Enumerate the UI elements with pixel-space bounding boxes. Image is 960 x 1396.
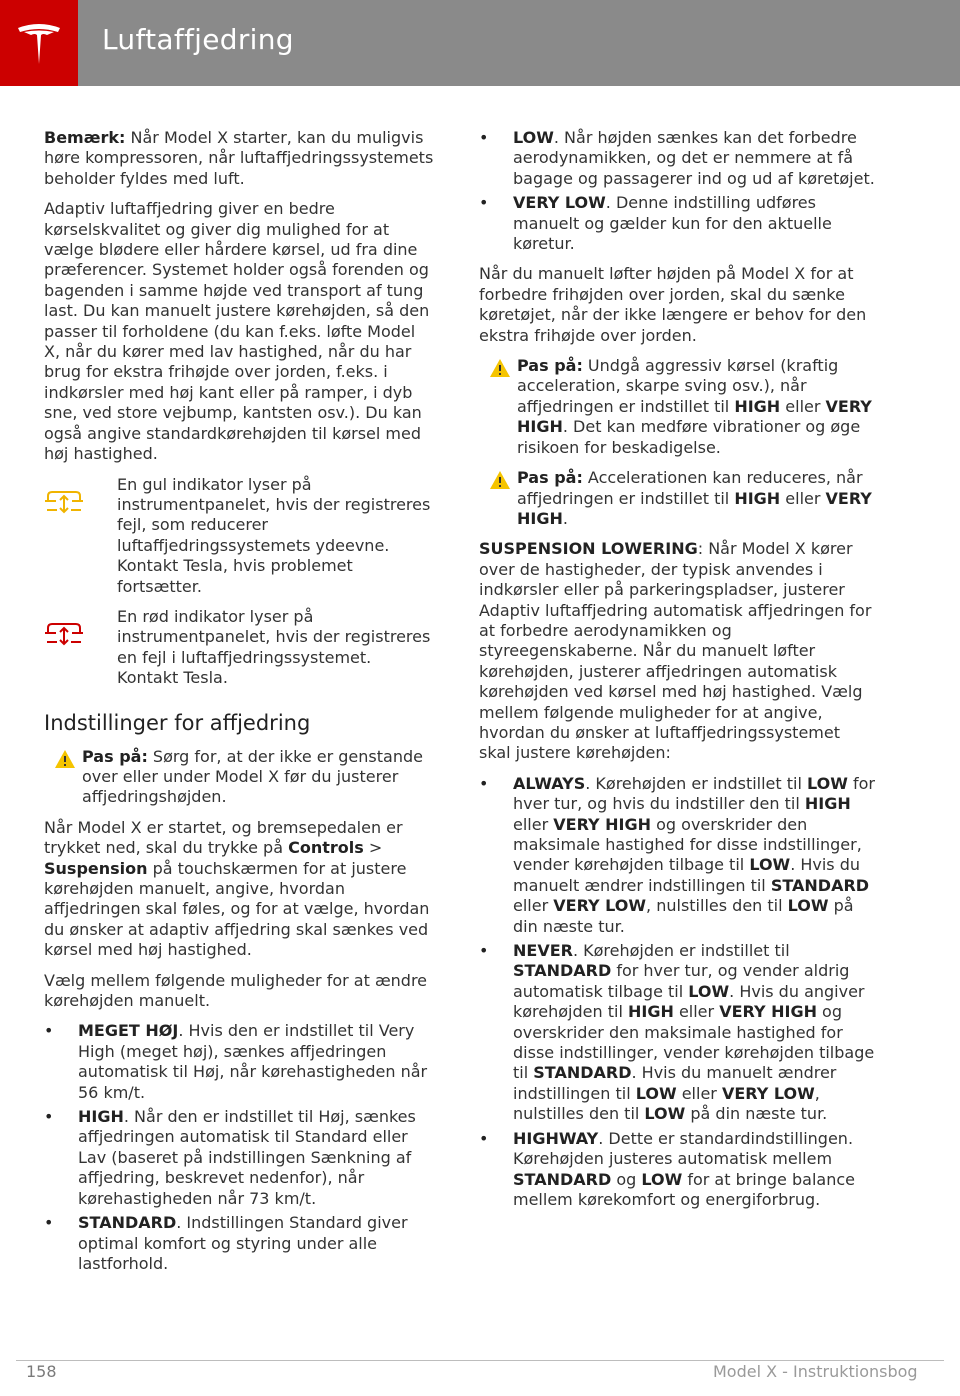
page-header bbox=[0, 0, 960, 86]
note-label: Bemærk: bbox=[44, 128, 126, 147]
list-item: • STANDARD. Indstillingen Standard giver optimal komfort og styring under alle lastforhold. bbox=[44, 1213, 436, 1274]
warning-triangle-icon bbox=[489, 358, 511, 378]
footer-title: Model X - Instruktionsbog bbox=[713, 1362, 918, 1381]
suspension-lowering-paragraph: SUSPENSION LOWERING: Når Model X kører over de hastigheder, der typisk anvendes i indkørsler eller på parkeringspladser, justerer Adaptiv luftaffjedring automatisk affjedringen for at forbedre aerodynamikken og styreegenskaberne. Når du manuelt løfter kørehøjden, justerer affjedringen automatisk kørehøjden ved kørsel med høj hastighed. Vælg mellem følgende muligheder for at angive, hvordan du ønsker at luftaffjedringssystemet skal justere kørehøjden: bbox=[479, 539, 872, 763]
suspension-warning-icon-red bbox=[44, 621, 84, 647]
lowering-options-list bbox=[479, 774, 875, 1211]
raise-paragraph: Når du manuelt løfter højden på Model X for at forbedre frihøjden over jorden, skal du sænke køretøjet, når der ikke længere er behov for den ekstra frihøjde over jorden. bbox=[479, 264, 867, 345]
list-item: • HIGH. Når den er indstillet til Høj, sænkes affjedringen automatisk til Standard eller Lav (baseret på indstillingen Sænkning af affjedring, beskrevet nedenfor), når kørehastigheden når 73 km/t. bbox=[44, 1107, 436, 1209]
tesla-logo-icon bbox=[14, 18, 64, 68]
choose-paragraph: Vælg mellem følgende muligheder for at ændre kørehøjden manuelt. bbox=[44, 970, 428, 1011]
caution-note: Pas på: Accelerationen kan reduceres, når affjedringen er indstillet til HIGH eller VERY HIGH. bbox=[479, 468, 875, 529]
tesla-logo bbox=[0, 0, 78, 86]
list-item: • LOW. Når højden sænkes kan det forbedre aerodynamikken, og det er nemmere at få bagage og passagerer ind og ud af køretøjet. bbox=[479, 128, 875, 189]
left-column bbox=[44, 128, 436, 1284]
height-options-list bbox=[44, 1021, 436, 1274]
list-item: • VERY LOW. Denne indstilling udføres manuelt og gælder kun for den aktuelle køretur. bbox=[479, 193, 875, 254]
list-item: • NEVER. Kørehøjden er indstillet til STANDARD for hver tur, og vender aldrig automatisk tilbage til LOW. Hvis du angiver kørehøjden til HIGH eller VERY HIGH og overskrider den maksimale hastighed for disse indstillinger, vender kørehøjden tilbage til STANDARD. Hvis du manuelt ændrer indstillingen til LOW eller VERY LOW, nulstilles den til LOW på din næste tur. bbox=[479, 941, 875, 1125]
section-heading: Indstillinger for affjedring bbox=[44, 710, 311, 735]
list-item: • ALWAYS. Kørehøjden er indstillet til LOW for hver tur, og hvis du indstiller den til HIGH eller VERY HIGH og overskrider den maksimale hastighed for disse indstillinger, vender kørehøjden tilbage til LOW. Hvis du manuelt ændrer indstillingen til STANDARD eller VERY LOW, nulstilles den til LOW på din næste tur. bbox=[479, 774, 875, 937]
controls-paragraph: Når Model X er startet, og bremsepedalen er trykket ned, skal du trykke på Controls > Suspension på touchskærmen for at justere kørehøjden manuelt, angive, hvordan affjedringen skal føles, og for at vælge, hvordan du ønsker at adaptiv affjedring skal sænkes ved kørsel med høj hastighed. bbox=[44, 817, 430, 960]
note-paragraph: Bemærk: Når Model X starter, kan du muligvis høre kompressoren, når luftaffjedringssystemets beholder fyldes med luft. bbox=[44, 128, 434, 188]
right-column bbox=[479, 128, 875, 1220]
warning-triangle-icon bbox=[489, 470, 511, 490]
indicator-yellow-text: En gul indikator lyser på instrumentpanelet, hvis der registreres fejl, som reducerer luftaffjedringssystemets ydeevne. Kontakt Tesla, hvis problemet fortsætter. bbox=[117, 474, 431, 596]
list-item: • HIGHWAY. Dette er standardindstillingen. Kørehøjden justeres automatisk mellem STANDARD og LOW for at bringe balance mellem kørekomfort og energiforbrug. bbox=[479, 1129, 875, 1211]
caution-note: Pas på: Undgå aggressiv kørsel (kraftig acceleration, skarpe sving osv.), når affjedringen er indstillet til HIGH eller VERY HIGH. Det kan medføre vibrationer og øge risikoen for beskadigelse. bbox=[479, 356, 875, 458]
warning-triangle-icon bbox=[54, 749, 76, 769]
caution-note: Pas på: Sørg for, at der ikke er genstande over eller under Model X før du justerer affjedringshøjden. bbox=[44, 747, 436, 808]
list-item: • MEGET HØJ. Hvis den er indstillet til Very High (meget høj), sænkes affjedringen automatisk til Høj, når kørehastigheden når 56 km/t. bbox=[44, 1021, 436, 1103]
intro-paragraph: Adaptiv luftaffjedring giver en bedre kørselskvalitet og giver dig mulighed for at vælge blødere eller hårdere kørsel, ud fra dine præferencer. Systemet holder også forenden og bagenden i samme højde ved transport af tung last. Du kan manuelt justere kørehøjden, så den passer til forholdene (du kan f.eks. løfte Model X, når du kører med lav hastighed, når du har brug for ekstra frihøjde over jorden, f.eks. i indkørsler med høj kant eller på ramper, i dyb sne, ved store vejbump, kantsten osv.). Du kan også angive standardkørehøjden til kørsel med høj hastighed. bbox=[44, 199, 430, 464]
indicator-red-text: En rød indikator lyser på instrumentpanelet, hvis der registreres en fejl i luftaffjedringssystemet. Kontakt Tesla. bbox=[117, 606, 431, 688]
indicator-red-row bbox=[44, 607, 436, 689]
page-number: 158 bbox=[26, 1362, 57, 1381]
footer-divider bbox=[16, 1360, 944, 1361]
indicator-yellow-row bbox=[44, 475, 436, 597]
page-title: Luftaffjedring bbox=[102, 23, 294, 56]
suspension-warning-icon-yellow bbox=[44, 489, 84, 515]
height-options-list-continued bbox=[479, 128, 875, 254]
